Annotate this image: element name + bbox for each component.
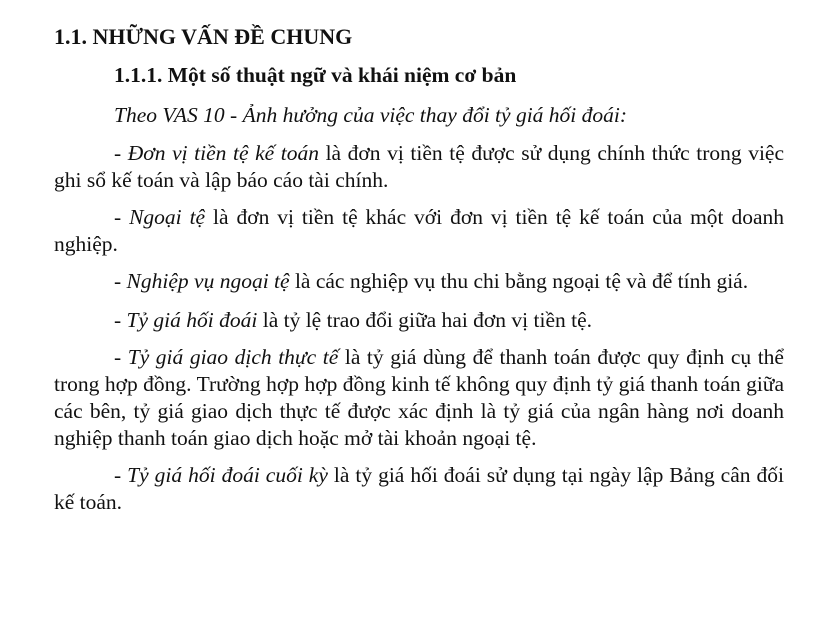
- subsection-heading: 1.1.1. Một số thuật ngữ và khái niệm cơ bản: [114, 63, 517, 87]
- definition-text: là đơn vị tiền tệ khác với đơn vị tiền tệ kế toán của một doanh nghiệp.: [54, 205, 784, 256]
- definition-paragraph: - Đơn vị tiền tệ kế toán là đơn vị tiền tệ được sử dụng chính thức trong việc ghi sổ kế toán và lập báo cáo tài chính.: [54, 141, 784, 192]
- definition-paragraph: - Tỷ giá hối đoái là tỷ lệ trao đổi giữa hai đơn vị tiền tệ.: [114, 308, 593, 332]
- definition-term: Đơn vị tiền tệ kế toán: [127, 141, 319, 165]
- definition-text: là tỷ giá dùng để thanh toán được quy định cụ thể trong hợp đồng. Trường hợp hợp đồng kinh tế không quy định tỷ giá thanh toán giữa các bên, tỷ giá giao dịch thực tế được xác định là tỷ giá của ngân hàng nơi doanh nghiệp thanh toán giao dịch hoặc mở tài khoản ngoại tệ.: [54, 345, 784, 450]
- definition-term: Tỷ giá hối đoái: [126, 308, 258, 332]
- definition-paragraph: - Tỷ giá hối đoái cuối kỳ là tỷ giá hối đoái sử dụng tại ngày lập Bảng cân đối kế toán.: [54, 463, 784, 514]
- definition-term: Tỷ giá hối đoái cuối kỳ: [127, 463, 328, 487]
- definition-term: Ngoại tệ: [129, 205, 206, 229]
- definition-text: là đơn vị tiền tệ được sử dụng chính thức trong việc ghi sổ kế toán và lập báo cáo tài chính.: [54, 141, 784, 192]
- definition-term: Nghiệp vụ ngoại tệ: [126, 269, 290, 293]
- intro-line: Theo VAS 10 - Ảnh hưởng của việc thay đổi tỷ giá hối đoái:: [114, 103, 628, 127]
- definition-text: là tỷ giá hối đoái sử dụng tại ngày lập Bảng cân đối kế toán.: [54, 463, 784, 514]
- section-heading: 1.1. NHỮNG VẤN ĐỀ CHUNG: [54, 24, 353, 49]
- definition-paragraph: - Ngoại tệ là đơn vị tiền tệ khác với đơn vị tiền tệ kế toán của một doanh nghiệp.: [54, 205, 784, 256]
- definition-text: là tỷ lệ trao đổi giữa hai đơn vị tiền tệ.: [257, 308, 593, 332]
- definition-paragraph: - Nghiệp vụ ngoại tệ là các nghiệp vụ thu chi bằng ngoại tệ và để tính giá.: [114, 269, 749, 293]
- definition-paragraph: - Tỷ giá giao dịch thực tế là tỷ giá dùng để thanh toán được quy định cụ thể trong hợp đồng. Trường hợp hợp đồng kinh tế không quy định tỷ giá thanh toán giữa các bên, tỷ giá giao dịch thực tế được xác định là tỷ giá của ngân hàng nơi doanh nghiệp thanh toán giao dịch hoặc mở tài khoản ngoại tệ.: [54, 345, 784, 450]
- definition-term: Tỷ giá giao dịch thực tế: [127, 345, 339, 369]
- definition-text: là các nghiệp vụ thu chi bằng ngoại tệ và để tính giá.: [289, 269, 749, 293]
